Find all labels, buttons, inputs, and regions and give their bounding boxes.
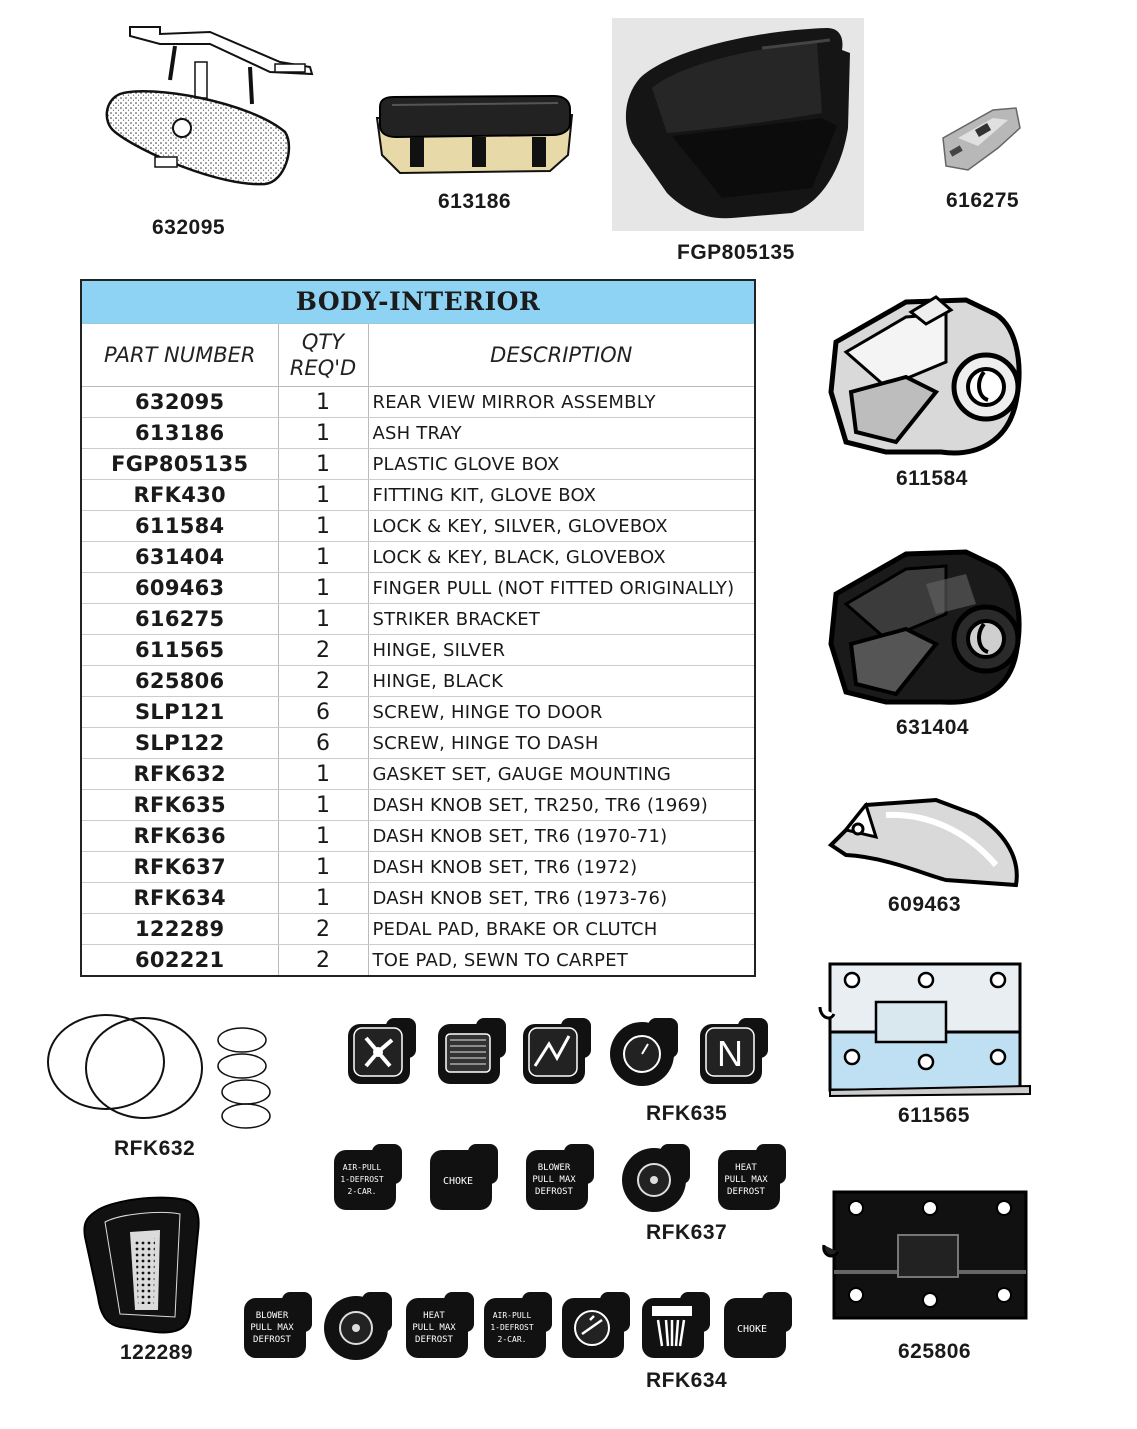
part-number-cell: 631404 — [82, 542, 278, 573]
description-cell: DASH KNOB SET, TR6 (1972) — [368, 852, 754, 883]
knob-wiper-icon — [523, 1018, 591, 1084]
knob-fan-icon — [348, 1018, 416, 1084]
qty-cell: 2 — [278, 635, 368, 666]
description-cell: HINGE, BLACK — [368, 666, 754, 697]
qty-cell: 1 — [278, 790, 368, 821]
knob-blower-icon — [526, 1144, 594, 1210]
knob-label-2car-2: 2-CAR. — [497, 1335, 527, 1344]
part-number-cell: 625806 — [82, 666, 278, 697]
part-number-cell: RFK637 — [82, 852, 278, 883]
knob-round-icon — [622, 1144, 690, 1212]
header-description: DESCRIPTION — [368, 324, 754, 387]
knob-air-pull-icon — [334, 1144, 402, 1210]
part-number-cell: 122289 — [82, 914, 278, 945]
caption-mirror: 632095 — [152, 216, 226, 239]
lock-black-illustration — [826, 544, 1026, 709]
table-row — [82, 666, 754, 697]
knob-choke-icon — [430, 1144, 498, 1210]
part-number-cell: 609463 — [82, 573, 278, 604]
header-qty-text: QTY REQ'D — [289, 330, 357, 380]
part-number-cell: FGP805135 — [82, 449, 278, 480]
knob-round-dial-icon — [610, 1018, 678, 1086]
table-row — [82, 728, 754, 759]
knob-n-label: N — [717, 1033, 743, 1074]
qty-cell: 1 — [278, 387, 368, 418]
knob-label-choke: CHOKE — [442, 1176, 474, 1187]
knob-label-defrost-word: DEFROST — [535, 1187, 573, 1197]
qty-cell: 2 — [278, 945, 368, 976]
table-row — [82, 635, 754, 666]
mirror-illustration — [100, 22, 320, 197]
part-number-cell: SLP122 — [82, 728, 278, 759]
description-cell: PLASTIC GLOVE BOX — [368, 449, 754, 480]
qty-cell: 1 — [278, 852, 368, 883]
knob-set-rfk634 — [242, 1290, 792, 1364]
qty-cell: 1 — [278, 418, 368, 449]
description-cell: SCREW, HINGE TO DASH — [368, 728, 754, 759]
knob-label-choke-2: CHOKE — [736, 1324, 768, 1335]
description-cell: DASH KNOB SET, TR250, TR6 (1969) — [368, 790, 754, 821]
hinge-black-illustration — [818, 1190, 1034, 1325]
qty-cell: 1 — [278, 759, 368, 790]
caption-knobs-634: RFK634 — [646, 1369, 728, 1392]
header-qty — [278, 324, 368, 387]
knob-grille-icon — [438, 1018, 506, 1084]
part-number-cell: 632095 — [82, 387, 278, 418]
knob-label-air-pull-2: AIR-PULL — [492, 1311, 532, 1320]
description-cell: ASH TRAY — [368, 418, 754, 449]
knob-label-heat-2: HEAT — [423, 1311, 445, 1321]
ash-tray-illustration — [372, 93, 577, 175]
qty-cell: 1 — [278, 604, 368, 635]
knob-heat-icon-2 — [406, 1292, 474, 1358]
part-number-cell: 602221 — [82, 945, 278, 976]
caption-striker: 616275 — [946, 189, 1020, 212]
qty-cell: 1 — [278, 883, 368, 914]
description-cell: REAR VIEW MIRROR ASSEMBLY — [368, 387, 754, 418]
knob-choke-icon-2 — [724, 1292, 792, 1358]
parts-table — [80, 279, 756, 977]
header-part-number: PART NUMBER — [82, 324, 278, 387]
knob-washer-icon — [562, 1292, 630, 1358]
caption-pedal-pad: 122289 — [120, 1341, 194, 1364]
description-cell: GASKET SET, GAUGE MOUNTING — [368, 759, 754, 790]
knob-label-2car: 2-CAR. — [347, 1187, 377, 1196]
description-cell: LOCK & KEY, BLACK, GLOVEBOX — [368, 542, 754, 573]
table-header-row — [82, 324, 754, 387]
knob-label-pull-max: PULL MAX — [532, 1175, 576, 1185]
description-cell: DASH KNOB SET, TR6 (1973-76) — [368, 883, 754, 914]
table-row — [82, 914, 754, 945]
part-number-cell: SLP121 — [82, 697, 278, 728]
table-row — [82, 449, 754, 480]
table-row — [82, 821, 754, 852]
knob-label-defrost-3: DEFROST — [253, 1335, 291, 1345]
pedal-pad-illustration — [80, 1192, 205, 1337]
part-number-cell: RFK430 — [82, 480, 278, 511]
qty-cell: 1 — [278, 542, 368, 573]
description-cell: LOCK & KEY, SILVER, GLOVEBOX — [368, 511, 754, 542]
table-row — [82, 387, 754, 418]
knob-heat-icon — [718, 1144, 786, 1210]
table-row — [82, 790, 754, 821]
caption-finger-pull: 609463 — [888, 893, 962, 916]
gasket-set-illustration — [44, 1010, 279, 1140]
table-row — [82, 573, 754, 604]
description-cell: FITTING KIT, GLOVE BOX — [368, 480, 754, 511]
knob-set-rfk637 — [332, 1142, 787, 1216]
description-cell: DASH KNOB SET, TR6 (1970-71) — [368, 821, 754, 852]
knob-label-heat: HEAT — [735, 1163, 757, 1173]
table-title: BODY-INTERIOR — [82, 281, 754, 324]
knob-label-blower-2: BLOWER — [255, 1311, 289, 1321]
knob-n-icon — [700, 1018, 768, 1084]
knob-defrost-rays-icon — [642, 1292, 710, 1358]
caption-glove-box: FGP805135 — [677, 241, 795, 264]
table-row — [82, 759, 754, 790]
striker-bracket-photo — [938, 98, 1023, 180]
knob-label-pull-max-4: PULL MAX — [412, 1323, 456, 1333]
knob-label-defrost-5: 1-DEFROST — [490, 1323, 534, 1332]
caption-hinge-black: 625806 — [898, 1340, 972, 1363]
knob-label-air-pull: AIR-PULL — [342, 1163, 382, 1172]
table-row — [82, 697, 754, 728]
caption-gaskets: RFK632 — [114, 1137, 196, 1160]
caption-ash-tray: 613186 — [438, 190, 512, 213]
finger-pull-illustration — [826, 795, 1026, 895]
knob-set-rfk635 — [346, 1016, 776, 1090]
description-cell: TOE PAD, SEWN TO CARPET — [372, 949, 628, 971]
knob-label-defrost: 1-DEFROST — [340, 1175, 384, 1184]
part-number-cell: 616275 — [82, 604, 278, 635]
knob-label-pull-max-2: PULL MAX — [724, 1175, 768, 1185]
qty-cell: 1 — [278, 449, 368, 480]
table-row — [82, 945, 754, 976]
part-number-cell: RFK635 — [82, 790, 278, 821]
knob-blower-icon-2 — [244, 1292, 312, 1358]
knob-air-pull-icon-2 — [484, 1292, 552, 1358]
table-row — [82, 511, 754, 542]
knob-label-defrost-4: DEFROST — [415, 1335, 453, 1345]
table-row — [82, 852, 754, 883]
part-number-cell: RFK632 — [82, 759, 278, 790]
qty-cell: 1 — [278, 573, 368, 604]
knob-label-pull-max-3: PULL MAX — [250, 1323, 294, 1333]
qty-cell: 2 — [278, 666, 368, 697]
description-cell: PEDAL PAD, BRAKE OR CLUTCH — [368, 914, 754, 945]
description-cell: HINGE, SILVER — [368, 635, 754, 666]
table-row — [82, 418, 754, 449]
part-number-cell: 611584 — [82, 511, 278, 542]
part-number-cell: 611565 — [82, 635, 278, 666]
caption-lock-silver: 611584 — [896, 467, 968, 490]
table-row — [82, 883, 754, 914]
part-number-cell: 613186 — [82, 418, 278, 449]
qty-cell: 2 — [278, 914, 368, 945]
description-cell: FINGER PULL (NOT FITTED ORIGINALLY) — [368, 573, 754, 604]
part-number-cell: RFK634 — [82, 883, 278, 914]
qty-cell: 6 — [278, 728, 368, 759]
caption-hinge-silver: 611565 — [898, 1104, 970, 1127]
qty-cell: 6 — [278, 697, 368, 728]
lock-silver-illustration — [826, 292, 1026, 462]
caption-knobs-635: RFK635 — [646, 1102, 728, 1125]
knob-label-blower: BLOWER — [537, 1163, 571, 1173]
description-cell: SCREW, HINGE TO DOOR — [368, 697, 754, 728]
table-row — [82, 480, 754, 511]
qty-cell: 1 — [278, 821, 368, 852]
hinge-silver-illustration — [816, 962, 1034, 1097]
qty-cell: 1 — [278, 511, 368, 542]
description-cell: STRIKER BRACKET — [368, 604, 754, 635]
part-number-cell: RFK636 — [82, 821, 278, 852]
caption-lock-black: 631404 — [896, 716, 970, 739]
caption-knobs-637: RFK637 — [646, 1221, 728, 1244]
parts-grid — [82, 324, 754, 975]
table-row — [82, 604, 754, 635]
qty-cell: 1 — [278, 480, 368, 511]
table-row — [82, 542, 754, 573]
knob-round-icon-2 — [324, 1292, 392, 1360]
knob-label-defrost-2: DEFROST — [727, 1187, 765, 1197]
glove-box-photo — [612, 18, 864, 231]
